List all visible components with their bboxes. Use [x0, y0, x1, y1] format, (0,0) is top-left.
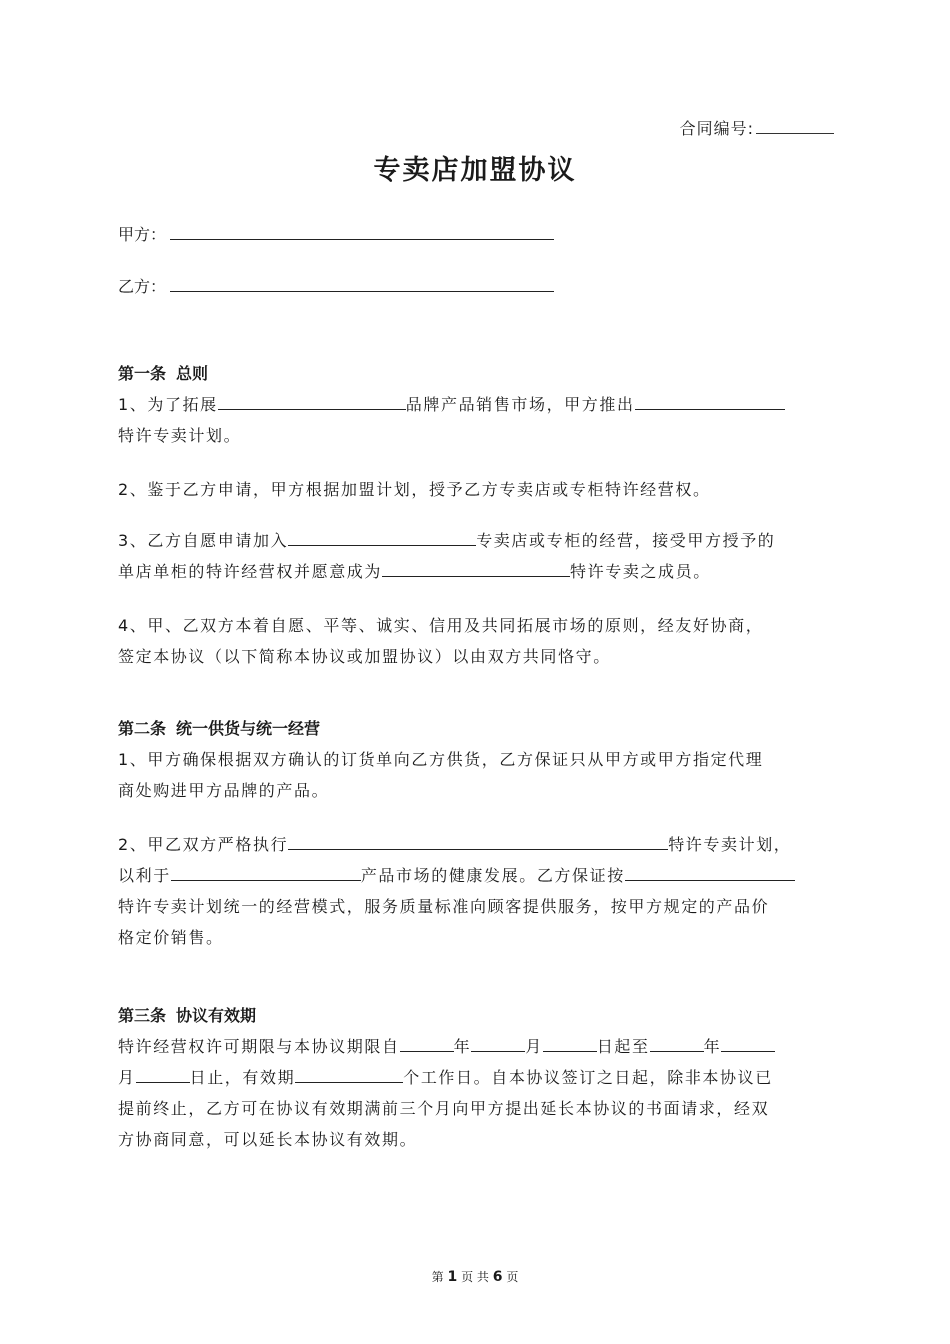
- section-1-heading: [118, 361, 208, 384]
- party-b-label: 乙方：: [118, 277, 167, 296]
- document-title: 专卖店加盟协议: [373, 155, 577, 186]
- section-1-name: 总则: [176, 364, 209, 383]
- section-3-number: 第三条: [118, 1006, 167, 1025]
- validity-days-blank[interactable]: [295, 1064, 403, 1083]
- section-2-number: 第二条: [118, 719, 167, 738]
- current-page-number: 1: [447, 1269, 458, 1285]
- end-day-blank[interactable]: [136, 1064, 190, 1083]
- section-1-number: 第一条: [118, 364, 167, 383]
- plan-blank[interactable]: [635, 391, 785, 410]
- party-b-blank[interactable]: [170, 275, 554, 292]
- product-market-blank[interactable]: [171, 862, 361, 881]
- section-2-para-1: 1、甲方确保根据双方确认的订货单向乙方供货，乙方保证只从甲方或甲方指定代理 商处购进甲方品牌的产品。: [118, 750, 764, 800]
- section-3-name: 协议有效期: [176, 1006, 257, 1025]
- party-a: [118, 222, 554, 245]
- contract-number-blank[interactable]: [756, 119, 834, 134]
- section-1-para-2: 2、鉴于乙方申请，甲方根据加盟计划，授予乙方专卖店或专柜特许经营权。: [118, 480, 711, 499]
- start-month-blank[interactable]: [471, 1033, 525, 1052]
- plan-name-blank[interactable]: [288, 831, 668, 850]
- contract-number-label: 合同编号:: [679, 119, 754, 138]
- section-3-para-1: 特许经营权许可期限与本协议期限自 年 月 日起至 年 月 日止，有效期 个工作日。自本协议签订之日起，除非本协议已 提前终止，乙方可在协议有效期满前三个月向甲方提出延长本协议的书面请求，经双 方协商同意，可以延长本协议有效期。: [118, 1031, 830, 1155]
- end-year-blank[interactable]: [650, 1033, 704, 1052]
- section-1-para-3: 3、乙方自愿申请加入 专卖店或专柜的经营，接受甲方授予的 单店单柜的特许经营权并愿意成为 特许专卖之成员。: [118, 525, 830, 587]
- operation-plan-blank[interactable]: [625, 862, 795, 881]
- section-2-name: 统一供货与统一经营: [176, 719, 321, 738]
- end-month-blank[interactable]: [721, 1033, 775, 1052]
- party-b: [118, 274, 554, 297]
- section-1-para-4: 4、甲、乙双方本着自愿、平等、诚实、信用及共同拓展市场的原则，经友好协商， 签定本协议（以下简称本协议或加盟协议）以由双方共同恪守。: [118, 616, 764, 666]
- start-day-blank[interactable]: [543, 1033, 597, 1052]
- member-blank[interactable]: [382, 558, 570, 577]
- start-year-blank[interactable]: [400, 1033, 454, 1052]
- party-a-blank[interactable]: [170, 223, 554, 240]
- section-1-para-1: 1、为了拓展 品牌产品销售市场，甲方推出 特许专卖计划。: [118, 389, 830, 451]
- total-pages: 6: [492, 1269, 503, 1285]
- section-2-para-2: 2、甲乙双方严格执行 特许专卖计划， 以利于 产品市场的健康发展。乙方保证按 特许专卖计划统一的经营模式，服务质量标准向顾客提供服务，按甲方规定的产品价 格定价销售。: [118, 829, 830, 953]
- party-a-label: 甲方：: [118, 225, 167, 244]
- section-2-heading: [118, 716, 320, 739]
- brand-blank[interactable]: [218, 391, 406, 410]
- page-footer: 第 1 页 共 6 页: [431, 1269, 519, 1285]
- contract-number: [680, 116, 834, 139]
- section-3-heading: [118, 1003, 256, 1026]
- store-name-blank[interactable]: [288, 527, 476, 546]
